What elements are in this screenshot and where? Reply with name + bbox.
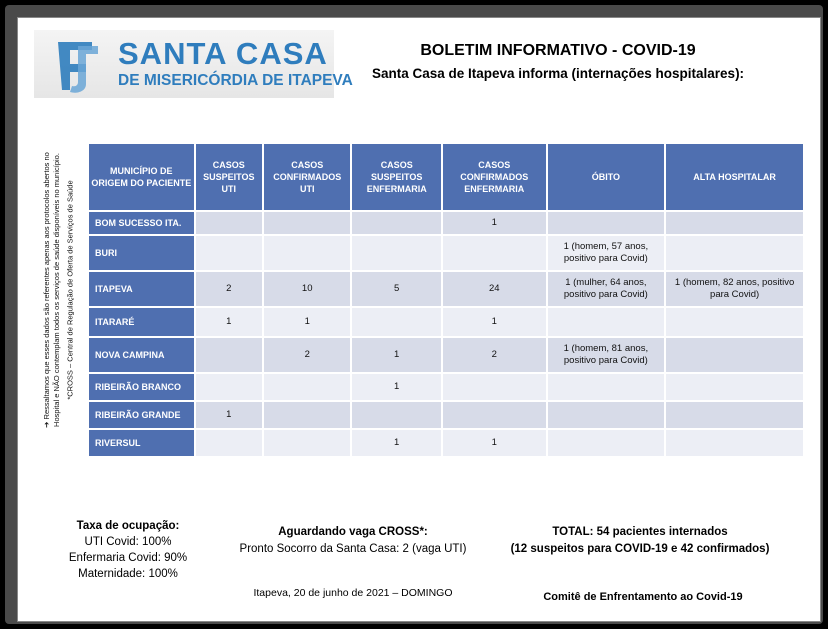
occupancy-title: Taxa de ocupação: — [76, 520, 180, 532]
table-cell: 1 — [443, 212, 546, 234]
table-cell — [666, 338, 803, 372]
bulletin-date: Itapeva, 20 de junho de 2021 – DOMINGO — [253, 587, 453, 599]
committee-signature: Comitê de Enfrentamento ao Covid-19 — [543, 591, 743, 603]
side-note — [22, 140, 82, 440]
occupancy-block — [38, 518, 218, 582]
table-cell — [264, 236, 350, 270]
table-cell: 1 — [196, 308, 262, 336]
table-cell — [548, 402, 665, 428]
santa-casa-logo — [34, 30, 353, 98]
table-cell: 24 — [443, 272, 546, 306]
table-row — [89, 430, 803, 456]
table-cell — [666, 402, 803, 428]
logo-line2: DE MISERICÓRDIA DE ITAPEVA — [118, 72, 353, 89]
occupancy-uti: UTI Covid: 100% — [84, 536, 172, 548]
table-cell: 1 — [264, 308, 350, 336]
total-block — [490, 524, 790, 558]
table-cell — [196, 212, 262, 234]
table-cell — [666, 430, 803, 456]
table-row — [89, 236, 803, 270]
table-cell — [666, 374, 803, 400]
table-cell — [666, 212, 803, 234]
table-cell — [196, 236, 262, 270]
table-cell — [443, 402, 546, 428]
table-cell — [264, 374, 350, 400]
table-cell: 1 (homem, 81 anos, positivo para Covid) — [548, 338, 665, 372]
page-subtitle: Santa Casa de Itapeva informa (internações hospitalares): — [371, 66, 745, 81]
total-line2: (12 suspeitos para COVID-19 e 42 confirmados) — [510, 543, 770, 555]
col-header-confirmados-uti: CASOS CONFIRMADOS UTI — [264, 144, 350, 210]
table-cell — [352, 308, 441, 336]
table-cell: 1 (mulher, 64 anos, positivo para Covid) — [548, 272, 665, 306]
col-header-suspeitos-enfermaria: CASOS SUSPEITOS ENFERMARIA — [352, 144, 441, 210]
table-cell: RIBEIRÃO BRANCO — [89, 374, 194, 400]
table-cell: BURI — [89, 236, 194, 270]
table-row — [89, 338, 803, 372]
table-cell: 1 — [352, 374, 441, 400]
logo-line1: SANTA CASA — [118, 36, 328, 71]
cross-block — [228, 524, 478, 558]
table-cell: 2 — [443, 338, 546, 372]
table-cell — [548, 212, 665, 234]
table-cell: 1 — [196, 402, 262, 428]
table-cell — [548, 430, 665, 456]
table-row — [89, 272, 803, 306]
table-cell — [352, 212, 441, 234]
col-header-suspeitos-uti: CASOS SUSPEITOS UTI — [196, 144, 262, 210]
santa-casa-emblem-icon — [52, 36, 102, 96]
col-header-alta: ALTA HOSPITALAR — [666, 144, 803, 210]
bulletin-page — [17, 17, 821, 622]
table-cell: 2 — [264, 338, 350, 372]
table-row — [89, 374, 803, 400]
hospitalization-table — [87, 142, 805, 458]
table-cell: 10 — [264, 272, 350, 306]
table-cell: NOVA CAMPINA — [89, 338, 194, 372]
table-cell: 2 — [196, 272, 262, 306]
table-cell — [443, 236, 546, 270]
table-cell — [443, 374, 546, 400]
col-header-municipio: MUNICÍPIO DE ORIGEM DO PACIENTE — [89, 144, 194, 210]
table-row — [89, 308, 803, 336]
occupancy-enfermaria: Enfermaria Covid: 90% — [68, 552, 188, 564]
side-note-cross-definition: *CROSS – Central de Regulação de Oferta de Serviços de Saúde — [65, 180, 75, 400]
col-header-confirmados-enfermaria: CASOS CONFIRMADOS ENFERMARIA — [443, 144, 546, 210]
table-cell — [264, 402, 350, 428]
table-cell: RIVERSUL — [89, 430, 194, 456]
table-cell: ITAPEVA — [89, 272, 194, 306]
table-cell: 1 (homem, 57 anos, positivo para Covid) — [548, 236, 665, 270]
screen-frame — [5, 5, 823, 624]
table-cell: 1 — [443, 308, 546, 336]
table-cell — [352, 236, 441, 270]
col-header-obito: ÓBITO — [548, 144, 665, 210]
table-cell — [196, 374, 262, 400]
table-cell — [548, 374, 665, 400]
table-cell — [196, 430, 262, 456]
table-cell: ITARARÉ — [89, 308, 194, 336]
cross-title: Aguardando vaga CROSS*: — [278, 526, 428, 538]
table-cell — [264, 430, 350, 456]
total-line1: TOTAL: 54 pacientes internados — [552, 526, 728, 538]
occupancy-maternidade: Maternidade: 100% — [78, 568, 178, 580]
side-note-disclaimer: ➔ Ressaltamos que esses dados são referentes apenas aos protocolos abertos no Hospital e NÃO contemplam todos os serviços de saúde disponíveis no município. — [42, 152, 61, 428]
table-cell — [196, 338, 262, 372]
table-cell: 1 (homem, 82 anos, positivo para Covid) — [666, 272, 803, 306]
table-row — [89, 402, 803, 428]
table-row — [89, 212, 803, 234]
table-cell: RIBEIRÃO GRANDE — [89, 402, 194, 428]
table-cell — [352, 402, 441, 428]
page-title: BOLETIM INFORMATIVO - COVID-19 — [420, 42, 696, 59]
table-cell — [666, 236, 803, 270]
table-cell: 5 — [352, 272, 441, 306]
table-header-row — [89, 144, 803, 210]
table-cell — [548, 308, 665, 336]
table-cell — [666, 308, 803, 336]
table-cell: 1 — [443, 430, 546, 456]
table-cell: 1 — [352, 338, 441, 372]
cross-text: Pronto Socorro da Santa Casa: 2 (vaga UTI) — [239, 543, 467, 555]
table-cell: BOM SUCESSO ITA. — [89, 212, 194, 234]
table-cell: 1 — [352, 430, 441, 456]
table-cell — [264, 212, 350, 234]
